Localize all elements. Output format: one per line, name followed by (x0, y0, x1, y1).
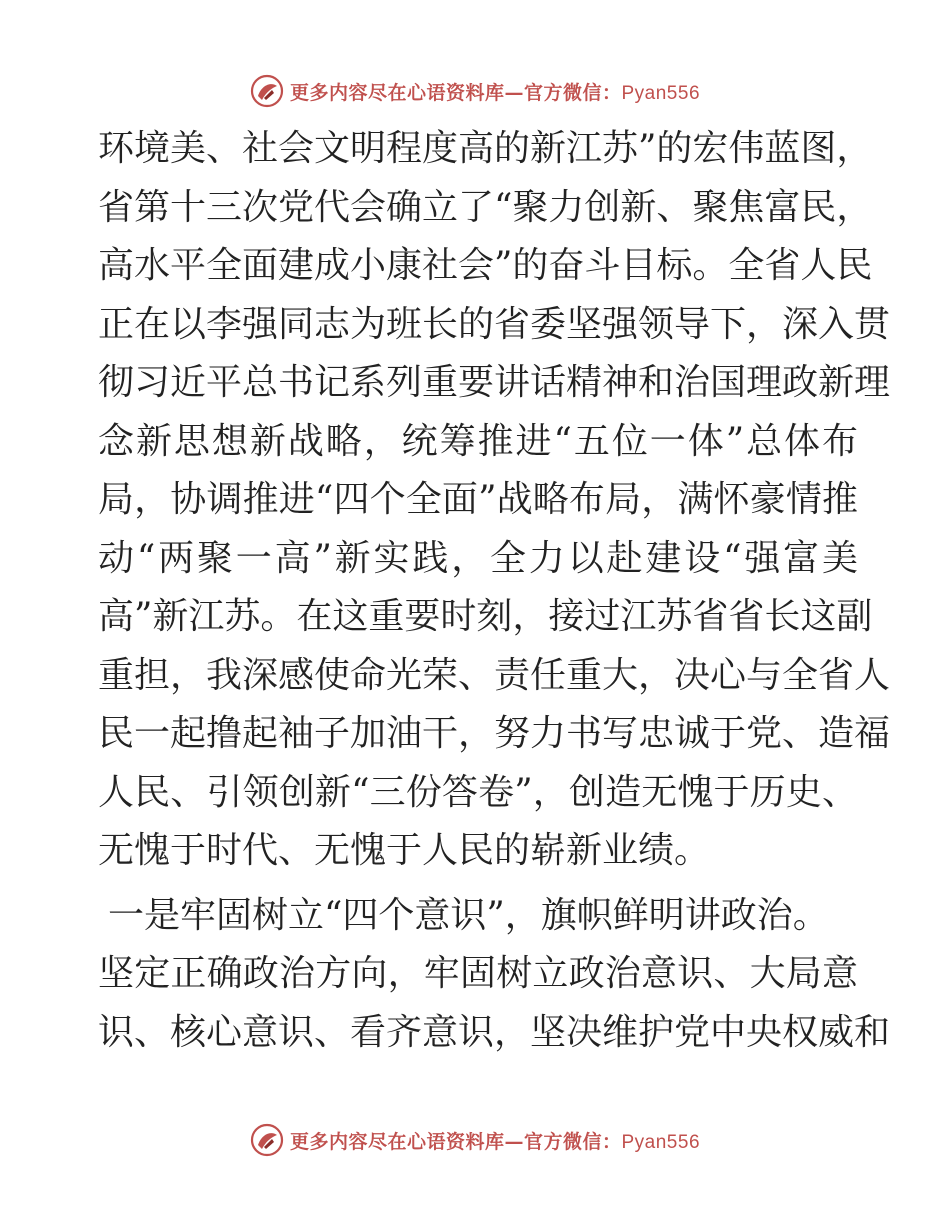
text-line: 局，协调推进“四个全面”战略布局，满怀豪情推 (98, 479, 858, 520)
paragraph (98, 120, 891, 881)
text-line: 人民、引领创新“三份答卷”，创造无愧于历史、 (98, 771, 858, 813)
banner-wechat-id: Pyan556 (621, 1131, 701, 1153)
text-line: 坚定正确政治方向，牢固树立政治意识、大局意 (98, 953, 858, 994)
banner-wechat-id: Pyan556 (621, 82, 701, 104)
text-line: 环境美、社会文明程度高的新江苏”的宏伟蓝图， (98, 128, 873, 169)
banner-label: 更多内容尽在心语资料库—官方微信： (289, 1130, 622, 1153)
banner-text (290, 78, 700, 105)
text-line: 省第十三次党代会确立了“聚力创新、聚焦富民， (98, 186, 873, 228)
text-line: 彻习近平总书记系列重要讲话精神和治国理政新理 (98, 362, 891, 403)
text-line: 念新思想新战略，统筹推进“五位一体”总体布 (98, 420, 858, 462)
text-line: 高水平全面建成小康社会”的奋斗目标。全省人民 (98, 245, 873, 286)
ribbon-logo-icon (250, 1123, 284, 1157)
paragraph (98, 887, 891, 1063)
text-line: 无愧于时代、无愧于人民的崭新业绩。 (98, 830, 711, 871)
text-line: 民一起撸起袖子加油干，努力书写忠诚于党、造福 (98, 713, 891, 754)
document-body (98, 120, 891, 1062)
text-line: 正在以李强同志为班长的省委坚强领导下，深入贯 (98, 303, 891, 345)
text-line: 动“两聚一高”新实践，全力以赴建设“强富美 (98, 537, 858, 579)
banner-text (290, 1127, 700, 1154)
text-line: 识、核心意识、看齐意识，坚决维护党中央权威和 (98, 1011, 891, 1053)
banner-label: 更多内容尽在心语资料库—官方微信： (289, 81, 622, 104)
text-line: 重担，我深感使命光荣、责任重大，决心与全省人 (98, 654, 891, 696)
text-line: 高”新江苏。在这重要时刻，接过江苏省省长这副 (98, 596, 873, 637)
text-line: 一是牢固树立“四个意识”，旗帜鲜明讲政治。 (108, 894, 829, 936)
footer-banner (0, 1120, 950, 1160)
ribbon-logo-icon (250, 74, 284, 108)
header-banner (0, 71, 950, 111)
